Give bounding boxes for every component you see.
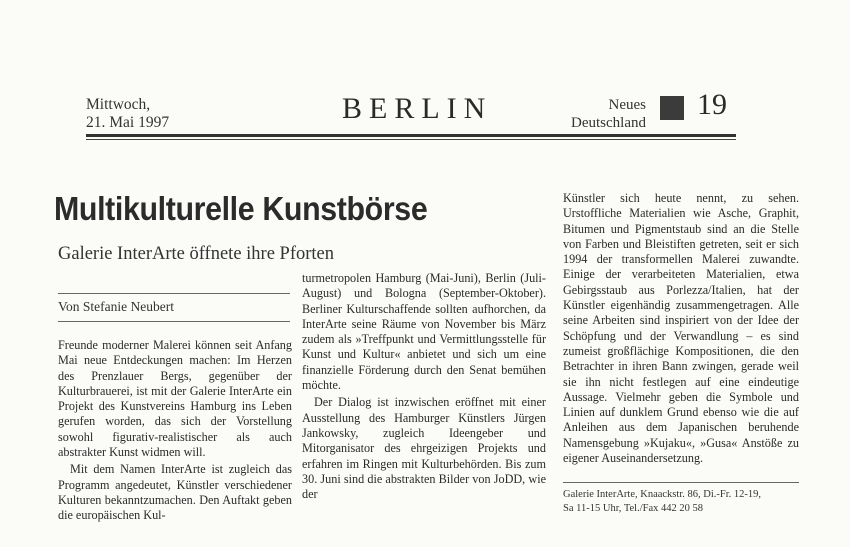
paragraph: Freunde moderner Malerei können seit Anfang Mai neue Entdeckungen machen: Im Herzen des Prenzlauer Bergs, gegenüber der Kulturbrauerei, ist mit der Galerie InterArte ein Projekt des Kunstvereins Hamburg ins Leben gerufen worden, das sich der Vorstellung sowohl figurativ-realistischer als auch abstrakter Kunst widmen will. [58, 338, 292, 460]
newspaper-name-line2: Deutschland [571, 115, 646, 131]
newspaper-name [560, 96, 646, 132]
header-rule-thick [86, 134, 736, 137]
newspaper-name-line1: Neues [608, 97, 646, 113]
issue-weekday: Mittwoch, [86, 96, 151, 113]
article-headline: Multikulturelle Kunstbörse [54, 190, 428, 227]
article-column-1 [58, 338, 292, 524]
byline-rule-bottom [58, 321, 290, 322]
header-rule-thin [86, 139, 736, 140]
paragraph: Mit dem Namen InterArte ist zugleich das Programm angedeutet, Künstler verschiedener Kulturen bekanntzumachen. Den Auftakt geben die europäischen Kul- [58, 462, 292, 523]
article-column-2 [302, 271, 546, 502]
paragraph: turmetropolen Hamburg (Mai-Juni), Berlin (Juli-August) und Bologna (September-Oktober). Berliner Kulturschaffende sollten aufhorchen, da InterArte seine Räume von November bis März zudem als »Treffpunkt und Vermittlungsstelle für Kunst und Kultur« anbietet und sich um eine finanzielle Förderung durch den Senat bemühen möchte. [302, 271, 546, 393]
article-byline: Von Stefanie Neubert [58, 299, 174, 314]
info-rule [563, 482, 799, 483]
issue-date [86, 96, 169, 132]
section-title: BERLIN [342, 92, 493, 125]
page-number: 19 [697, 88, 727, 121]
gallery-info-line2: Sa 11-15 Uhr, Tel./Fax 442 20 58 [563, 502, 704, 514]
byline-rule-top [58, 293, 290, 294]
article-subheadline: Galerie InterArte öffnete ihre Pforten [58, 244, 335, 264]
article-column-3 [563, 191, 799, 466]
gallery-info [563, 488, 799, 515]
paragraph: Künstler sich heute nennt, zu sehen. Urstoffliche Materialien wie Asche, Graphit, Bitumen und Pigmentstaub sind an die Stelle von Farben und Bleistiften getreten, seit er sich 1994 der transformellen Malerei zuwandte. Einige der verarbeiteten Materialien, etwa Gebirgsstaub aus Porlezza/Italien, hat der Künstler eigenhändig zusammengetragen. Alle seine Arbeiten sind inspiriert von der Idee der Schöpfung und der Verwandlung – es sind zumeist großflächige Kompositionen, die den Betrachter in ihren Bann zwingen, gerade weil sie ihn nicht festlegen auf eine eindeutige Aussage. Vielmehr geben die Symbole und Linien auf dunklem Grund ebenso wie die auf Anleihen aus dem Japanischen beruhende Namensgebung »Kujaku«, »Gusa« Anstöße zu eigener Auseinandersetzung. [563, 191, 799, 466]
gallery-info-line1: Galerie InterArte, Knaackstr. 86, Di.-Fr. 12-19, [563, 489, 761, 500]
paragraph: Der Dialog ist inzwischen eröffnet mit einer Ausstellung des Hamburger Künstlers Jürgen Jankowsky, zugleich Ideengeber und Mitorganisator des ehrgeizigen Projekts und erfahren im Ringen mit Kulturbehörden. Bis zum 30. Juni sind die abstrakten Bilder von JoDD, wie der [302, 395, 546, 502]
page-marker-square [660, 96, 684, 120]
issue-date-text: 21. Mai 1997 [86, 114, 170, 131]
